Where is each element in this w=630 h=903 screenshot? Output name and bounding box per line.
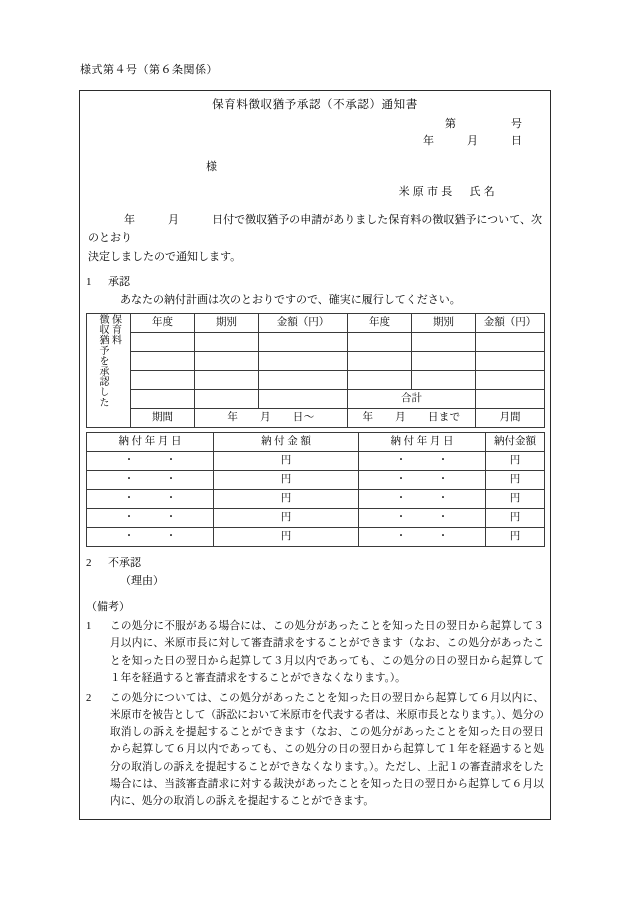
col-header-nendo-1: 年度 [131, 313, 195, 332]
col-header-payment-date-2: 納 付 年 月 日 [359, 432, 486, 451]
cell-payment-amount[interactable]: 円 [214, 489, 359, 508]
col-header-payment-amount-2: 納付金額 [486, 432, 545, 451]
cell-kingaku[interactable] [259, 351, 348, 370]
cell-payment-amount[interactable]: 円 [486, 489, 545, 508]
document-number-line: 第 号 [445, 118, 522, 131]
cell-payment-amount[interactable]: 円 [486, 470, 545, 489]
cell-nendo[interactable] [131, 351, 195, 370]
table-row [87, 408, 545, 427]
cell-kibetsu[interactable] [195, 332, 259, 351]
remark-note-2-text: この処分については、この処分があったことを知った日の翌日から起算して６月以内に、米原市を被告として（訴訟において米原市を代表する者は、米原市長となります。）、処分の取消しの訴えを提起することができます（なお、この処分があったことを知った日の翌日から起算して６月以内であっても、この処分の日の翌日から起算して１年を経過すると処分の取消しの訴えを提起することができなくなります。）。ただし、上記１の審査請求をした場合には、当該審査請求に対する裁決があったことを知った日の翌日から起算して６月以内に、処分の取消しの訴えを提起することができます。 [110, 692, 544, 807]
col-header-kibetsu-1: 期別 [195, 313, 259, 332]
remark-note-1 [86, 618, 544, 687]
notice-frame [79, 90, 551, 820]
table-row [87, 451, 545, 470]
section-1-label: 承認 [108, 275, 130, 288]
form-number: 様式第４号（第６条関係） [80, 64, 218, 76]
cell-nendo[interactable] [348, 370, 412, 389]
remark-note-2 [86, 690, 544, 810]
table-row [87, 432, 545, 451]
section-1-number: 1 [86, 275, 92, 288]
document-date-line: 年 月 日 [423, 135, 522, 148]
table-row [87, 508, 545, 527]
col-header-payment-amount-1: 納 付 金 額 [214, 432, 359, 451]
total-value-cell[interactable] [476, 389, 545, 408]
table-row [87, 470, 545, 489]
cell-payment-date[interactable]: ・ ・ [359, 470, 486, 489]
section-2-label: 不承認 [108, 556, 141, 569]
body-line-1: 年 月 日付で徴収猶予の申請がありました保育料の徴収猶予について、次のとおり [88, 214, 542, 245]
table-row [87, 527, 545, 546]
cell-kingaku[interactable] [476, 351, 545, 370]
period-months-cell[interactable]: 月間 [476, 408, 545, 427]
table-row [87, 489, 545, 508]
cell-payment-date[interactable]: ・ ・ [87, 489, 214, 508]
col-header-payment-date-1: 納 付 年 月 日 [87, 432, 214, 451]
table-row [87, 351, 545, 370]
col-header-kingaku-2: 金額（円） [476, 313, 545, 332]
vertical-label-choshuyuyo: 徴収猶予を承認した [97, 313, 108, 408]
approval-vertical-label [87, 313, 131, 427]
vertical-label-hoikuryo: 保育料 [109, 313, 121, 345]
cell-kingaku[interactable] [476, 370, 545, 389]
payment-schedule-table [86, 432, 545, 547]
cell-payment-amount[interactable]: 円 [486, 508, 545, 527]
cell-payment-amount[interactable]: 円 [214, 470, 359, 489]
cell-kibetsu[interactable] [195, 370, 259, 389]
cell-payment-date[interactable]: ・ ・ [87, 508, 214, 527]
remark-note-1-text: この処分に不服がある場合には、この処分があったことを知った日の翌日から起算して３月以内に、米原市長に対して審査請求をすることができます（なお、この処分があったことを知った日の翌日から起算して３月以内であっても、この処分の日の翌日から起算して１年を経過すると審査請求をすることができなくなります。）。 [110, 621, 544, 684]
cell-payment-amount[interactable]: 円 [214, 527, 359, 546]
body-paragraph [86, 211, 544, 265]
cell-kibetsu[interactable] [195, 389, 259, 408]
cell-payment-date[interactable]: ・ ・ [359, 489, 486, 508]
cell-payment-amount[interactable]: 円 [486, 527, 545, 546]
remark-note-2-number: 2 [86, 692, 92, 704]
col-header-nendo-2: 年度 [348, 313, 412, 332]
total-label-cell: 合計 [348, 389, 476, 408]
cell-kingaku[interactable] [259, 370, 348, 389]
cell-kibetsu[interactable] [412, 332, 476, 351]
table-row [87, 313, 545, 332]
cell-payment-amount[interactable]: 円 [214, 451, 359, 470]
body-line-2: 決定しましたので通知します。 [88, 250, 242, 263]
cell-kingaku[interactable] [259, 389, 348, 408]
cell-kingaku[interactable] [259, 332, 348, 351]
approval-table [86, 313, 545, 428]
cell-nendo[interactable] [131, 370, 195, 389]
period-label-cell: 期間 [131, 408, 195, 427]
cell-payment-date[interactable]: ・ ・ [87, 470, 214, 489]
remarks-title: （備考） [86, 600, 130, 613]
cell-payment-amount[interactable]: 円 [486, 451, 545, 470]
col-header-kibetsu-2: 期別 [412, 313, 476, 332]
period-end-cell[interactable]: 年 月 日まで [348, 408, 476, 427]
issuer-name: 米原市長 氏名 [398, 185, 498, 198]
remark-note-1-number: 1 [86, 621, 92, 633]
cell-payment-date[interactable]: ・ ・ [359, 508, 486, 527]
period-start-cell[interactable]: 年 月 日～ [195, 408, 348, 427]
table-row [87, 389, 545, 408]
cell-payment-date[interactable]: ・ ・ [87, 451, 214, 470]
table-row [87, 332, 545, 351]
cell-nendo[interactable] [131, 332, 195, 351]
cell-nendo[interactable] [348, 332, 412, 351]
cell-kibetsu[interactable] [412, 351, 476, 370]
cell-payment-date[interactable]: ・ ・ [359, 527, 486, 546]
cell-nendo[interactable] [348, 351, 412, 370]
table-row [87, 370, 545, 389]
notice-inner [80, 97, 550, 810]
cell-payment-date[interactable]: ・ ・ [359, 451, 486, 470]
cell-payment-date[interactable]: ・ ・ [87, 527, 214, 546]
section-1-heading [86, 274, 544, 291]
cell-payment-amount[interactable]: 円 [214, 508, 359, 527]
cell-nendo[interactable] [131, 389, 195, 408]
section-1-instruction: あなたの納付計画は次のとおりですので、確実に履行してください。 [120, 294, 461, 307]
meta-block [86, 116, 544, 150]
col-header-kingaku-1: 金額（円） [259, 313, 348, 332]
section-2-number: 2 [86, 556, 92, 569]
section-2-heading [86, 555, 544, 572]
page-title: 保育料徴収猶予承認（不承認）通知書 [212, 99, 418, 111]
section-2-reason-label: （理由） [120, 575, 164, 588]
cell-kingaku[interactable] [476, 332, 545, 351]
addressee-honorific: 様 [206, 161, 217, 174]
cell-kibetsu[interactable] [195, 351, 259, 370]
cell-kibetsu[interactable] [412, 370, 476, 389]
